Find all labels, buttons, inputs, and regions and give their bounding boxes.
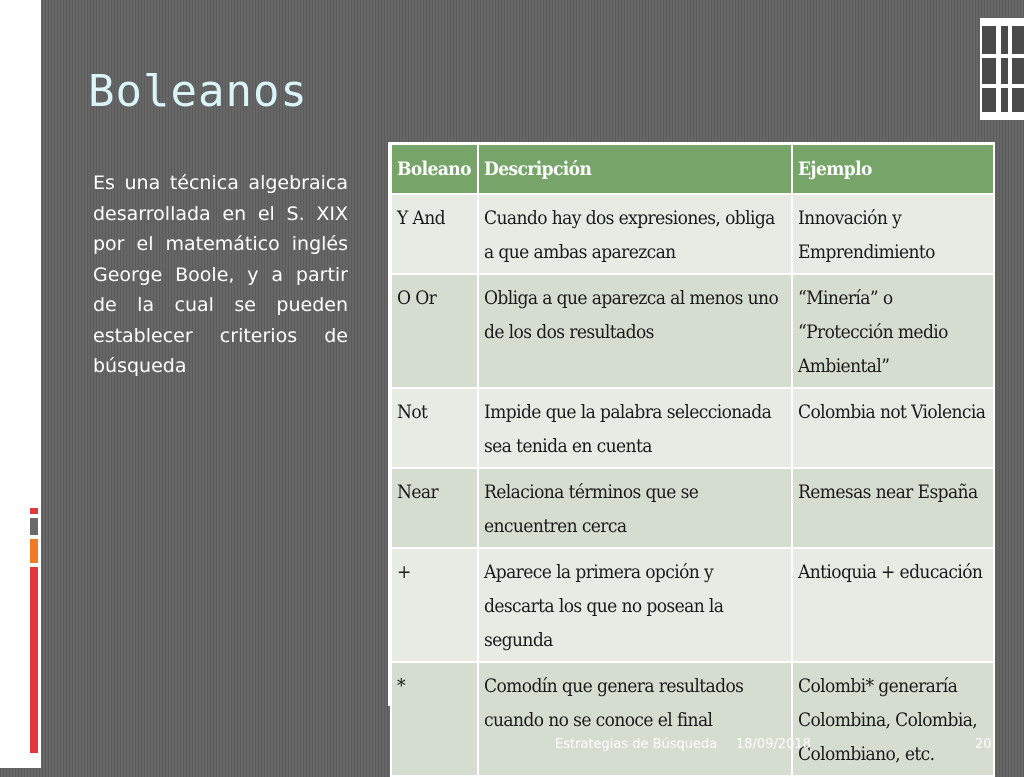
slide-title: Boleanos xyxy=(88,66,308,117)
footer-page-number: 20 xyxy=(975,737,992,752)
cell-description: Cuando hay dos expresiones, obliga a que ambas aparezcan xyxy=(478,194,792,274)
cell-description: Impide que la palabra seleccionada sea tenida en cuenta xyxy=(478,388,792,468)
cell-example: Colombia not Violencia xyxy=(792,388,994,468)
table-row xyxy=(391,468,994,548)
cell-operator: Not xyxy=(391,388,478,468)
cell-example: “Minería” o “Protección medio Ambiental” xyxy=(792,274,994,388)
cell-description: Aparece la primera opción y descarta los que no posean la segunda xyxy=(478,548,792,662)
cell-description: Comodín que genera resultados cuando no se conoce el final xyxy=(478,662,792,776)
cell-example: Colombi* generaría Colombina, Colombia, Colombiano, etc. xyxy=(792,662,994,776)
cell-operator: Near xyxy=(391,468,478,548)
footer-topic: Estrategias de Búsqueda xyxy=(555,737,718,752)
slide-body-text: Es una técnica algebraica desarrollada en el S. XIX por el matemático inglés George Boole, y a partir de la cual se pueden establecer criterios de búsqueda xyxy=(93,172,348,377)
header-ejemplo: Ejemplo xyxy=(792,144,994,194)
cell-operator: * xyxy=(391,662,478,776)
table-header-row xyxy=(391,144,994,194)
footer-date: 18/09/2018 xyxy=(736,737,811,752)
table-row xyxy=(391,194,994,274)
accent-bar-top xyxy=(30,508,38,514)
boolean-operators-table xyxy=(390,143,995,777)
table-row xyxy=(391,388,994,468)
cell-description: Relaciona términos que se encuentren cerca xyxy=(478,468,792,548)
cell-operator: Y And xyxy=(391,194,478,274)
table-row xyxy=(391,662,994,776)
header-descripcion: Descripción xyxy=(478,144,792,194)
cell-operator: + xyxy=(391,548,478,662)
cell-description: Obliga a que aparezca al menos uno de los dos resultados xyxy=(478,274,792,388)
accent-bar-long xyxy=(30,567,38,753)
accent-bar-square xyxy=(30,518,38,535)
cell-example: Innovación y Emprendimiento xyxy=(792,194,994,274)
header-boleano: Boleano xyxy=(391,144,478,194)
cell-operator: O Or xyxy=(391,274,478,388)
cell-example: Antioquia + educación xyxy=(792,548,994,662)
accent-bar-orange xyxy=(30,539,38,563)
cell-example: Remesas near España xyxy=(792,468,994,548)
corner-decoration-icon xyxy=(980,18,1024,120)
table-row xyxy=(391,548,994,662)
table-row xyxy=(391,274,994,388)
